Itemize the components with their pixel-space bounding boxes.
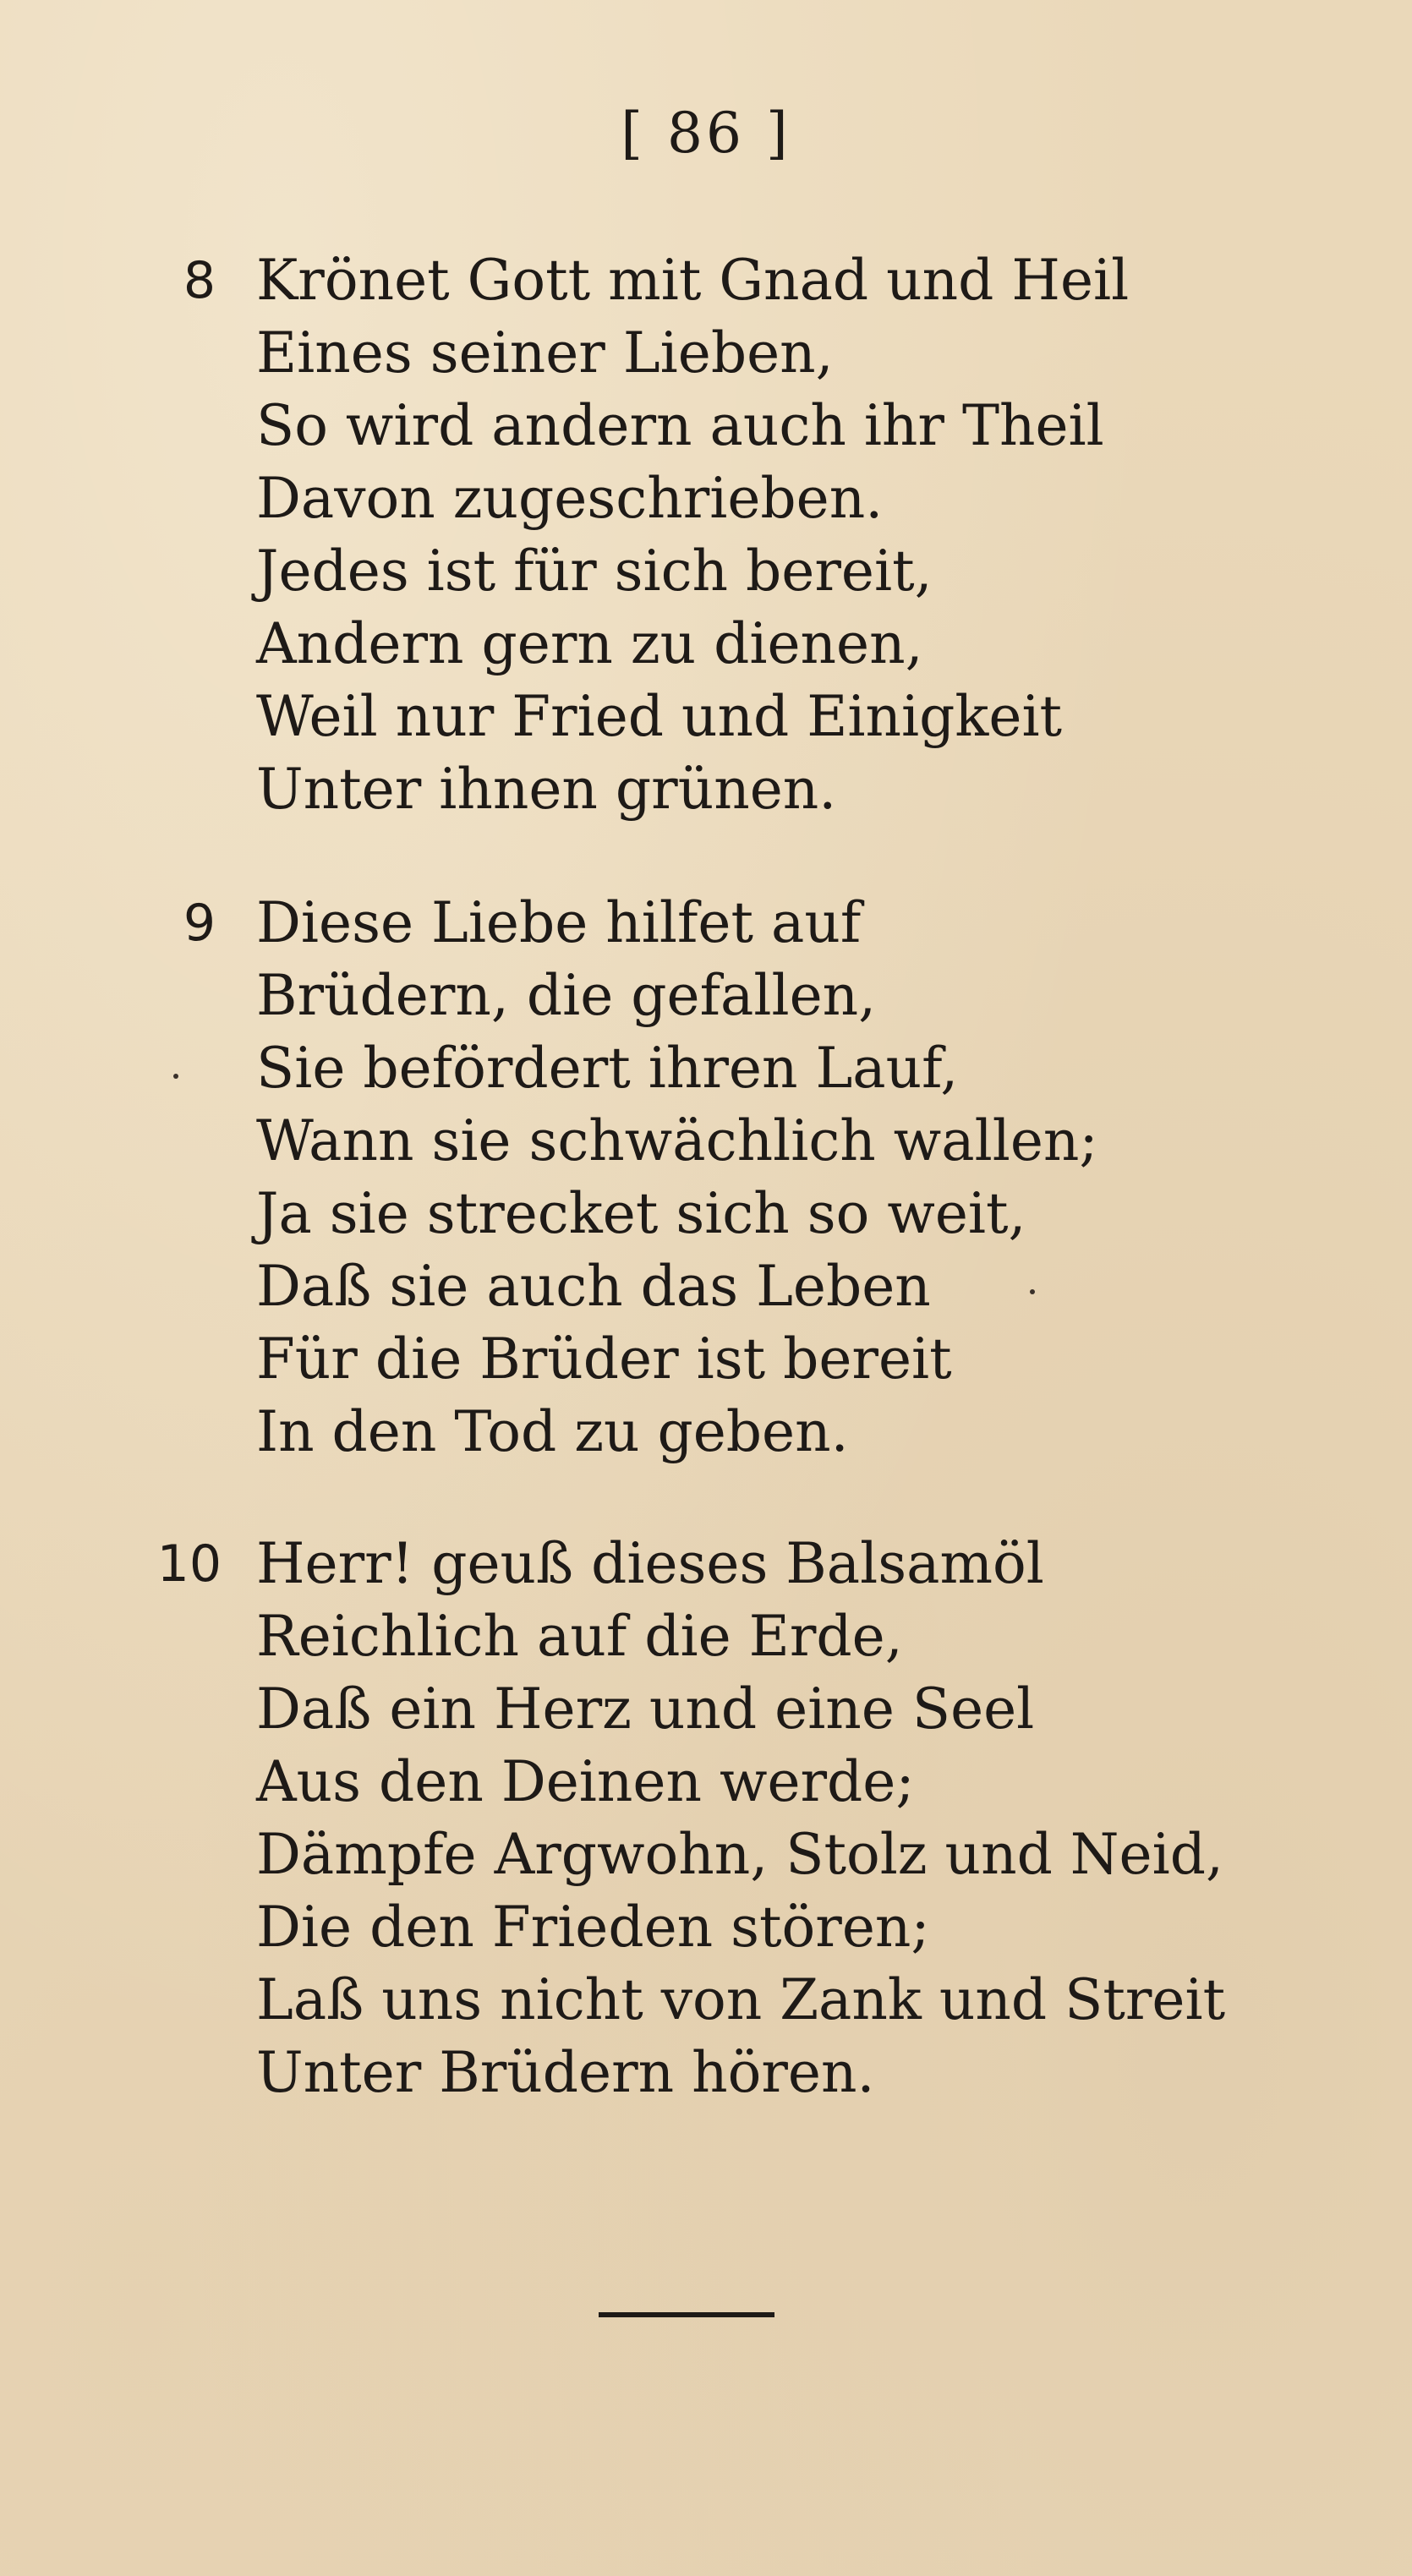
verse-line: In den Tod zu geben.: [256, 1399, 849, 1464]
verse-line: Die den Frieden stören;: [256, 1895, 930, 1960]
verse-line: Laß uns nicht von Zank und Streit: [256, 1967, 1226, 2032]
ink-speck: [173, 1074, 178, 1079]
verse-line: Sie befördert ihren Lauf,: [256, 1036, 959, 1101]
verse-line: Reichlich auf die Erde,: [256, 1604, 903, 1669]
stanza-number: 8: [183, 251, 216, 310]
verse-line: Für die Brüder ist bereit: [256, 1326, 952, 1392]
verse-line: Wann sie schwächlich wallen;: [256, 1108, 1098, 1173]
verse-line: Brüdern, die gefallen,: [256, 963, 877, 1028]
ink-speck: [1030, 1289, 1035, 1294]
verse-line: Unter Brüdern hören.: [256, 2040, 875, 2105]
verse-line: Krönet Gott mit Gnad und Heil: [256, 248, 1130, 313]
verse-line: Jedes ist für sich bereit,: [256, 539, 933, 604]
end-rule: [599, 2312, 774, 2317]
verse-line: Herr! geuß dieses Balsamöl: [256, 1531, 1044, 1596]
verse-line: Unter ihnen grünen.: [256, 757, 837, 822]
verse-line: Weil nur Fried und Einigkeit: [256, 684, 1063, 749]
verse-line: Daß sie auch das Leben: [256, 1254, 931, 1319]
stanza-number: 9: [183, 894, 216, 953]
verse-line: Daß ein Herz und eine Seel: [256, 1676, 1035, 1742]
verse-line: Ja sie strecket sich so weit,: [256, 1181, 1026, 1246]
stanza-number: 10: [156, 1534, 222, 1594]
verse-line: So wird andern auch ihr Theil: [256, 393, 1104, 458]
verse-line: Andern gern zu dienen,: [256, 611, 923, 676]
verse-line: Dämpfe Argwohn, Stolz und Neid,: [256, 1822, 1223, 1887]
verse-line: Davon zugeschrieben.: [256, 466, 884, 531]
verse-line: Eines seiner Lieben,: [256, 320, 834, 386]
page-header: [ 86 ]: [621, 101, 791, 166]
verse-line: Diese Liebe hilfet auf: [256, 890, 862, 955]
verse-line: Aus den Deinen werde;: [256, 1749, 915, 1814]
